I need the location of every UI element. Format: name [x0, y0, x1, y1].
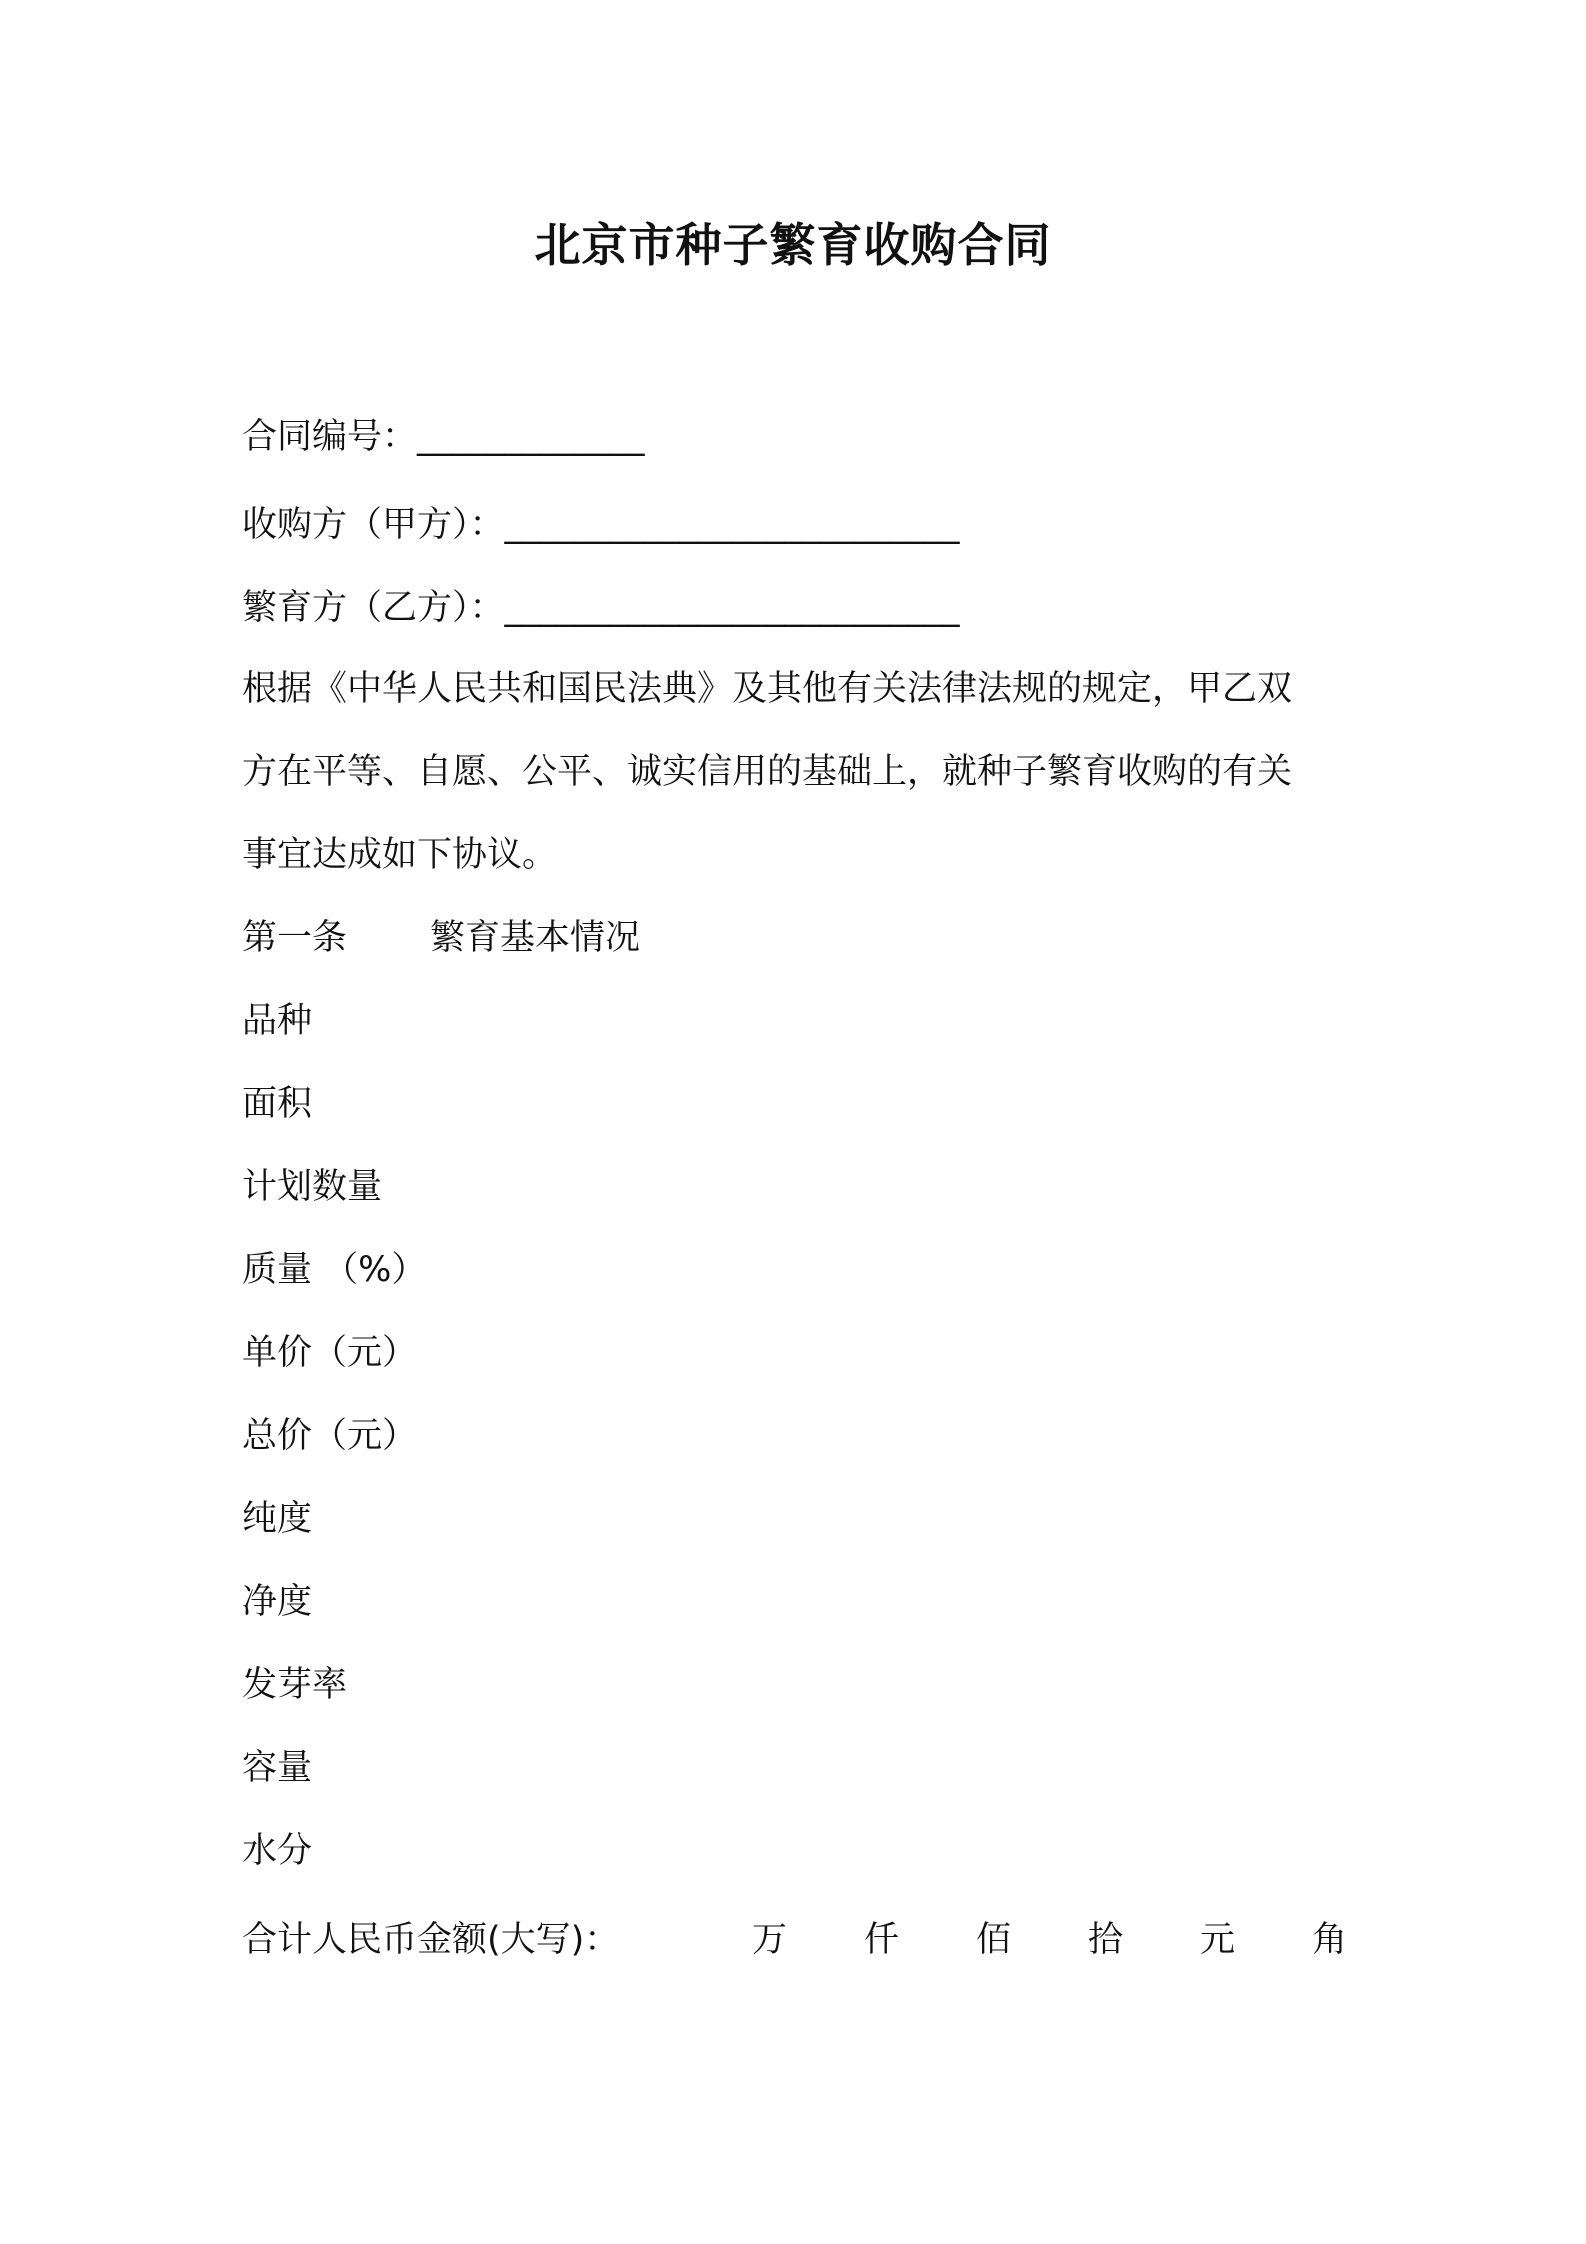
buyer-line [242, 500, 960, 550]
preamble-paragraph [242, 648, 1362, 1893]
contract-number-label: 合同编号： [242, 417, 418, 457]
unit-hundred: 佰 [976, 1920, 1012, 1960]
article-1-heading [242, 897, 1362, 980]
contract-number-blank: _____________ [417, 417, 645, 457]
preamble-line: 方在平等、自愿、公平、诚实信用的基础上，就种子繁育收购的有关 [242, 752, 1293, 792]
total-amount-label: 合计人民币金额(大写)： [242, 1920, 620, 1960]
item-unit-price: 单价（元） [242, 1333, 418, 1373]
item-moisture: 水分 [242, 1831, 313, 1871]
preamble-line: 事宜达成如下协议。 [242, 835, 558, 875]
contract-number-line [242, 412, 645, 462]
item-planned-quantity: 计划数量 [242, 1167, 383, 1207]
item-bulk-density: 容量 [242, 1748, 313, 1788]
item-germination-rate: 发芽率 [242, 1665, 348, 1705]
unit-ten: 拾 [1088, 1920, 1124, 1960]
unit-ten-thousand: 万 [752, 1920, 788, 1960]
unit-thousand: 仟 [864, 1920, 900, 1960]
breeder-blank: __________________________ [504, 588, 960, 628]
buyer-label: 收购方（甲方）： [242, 505, 505, 545]
item-purity: 纯度 [242, 1499, 313, 1539]
preamble-line: 根据《中华人民共和国民法典》及其他有关法律法规的规定，甲乙双 [242, 669, 1293, 709]
unit-jiao: 角 [1312, 1920, 1348, 1960]
item-quality: 质量 （%） [242, 1250, 427, 1290]
item-total-price: 总价（元） [242, 1416, 418, 1456]
article-title: 繁育基本情况 [430, 918, 641, 958]
document-title: 北京市种子繁育收购合同 [534, 218, 1052, 272]
breeder-label: 繁育方（乙方）： [242, 588, 505, 628]
unit-yuan: 元 [1200, 1920, 1236, 1960]
buyer-blank: __________________________ [504, 505, 960, 545]
article-number: 第一条 [242, 918, 348, 958]
item-variety: 品种 [242, 1001, 313, 1041]
breeder-line [242, 583, 960, 633]
item-cleanliness: 净度 [242, 1582, 313, 1622]
item-area: 面积 [242, 1084, 313, 1124]
